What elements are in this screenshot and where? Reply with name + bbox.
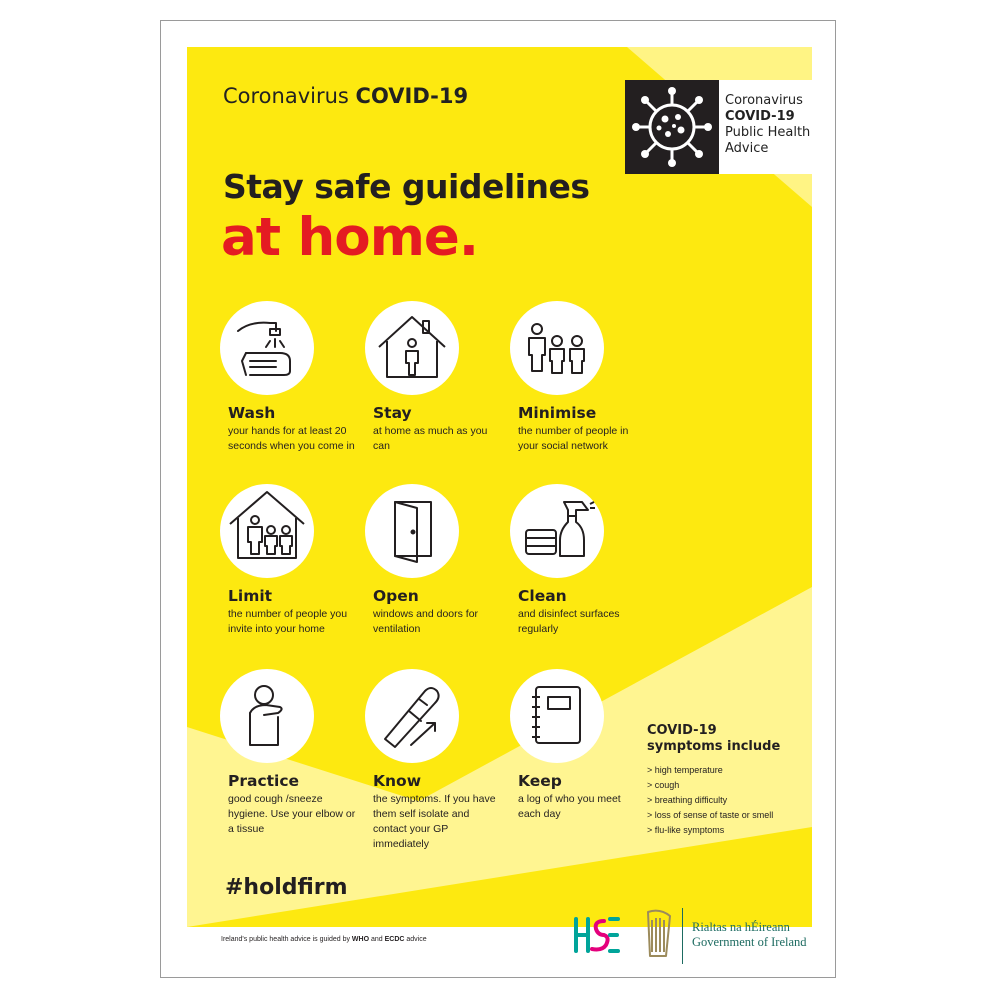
- tip-body: at home as much as you can: [373, 425, 488, 452]
- stay-home-icon: [365, 301, 459, 395]
- footnote-prefix: Ireland's public health advice is guided by: [221, 936, 352, 943]
- tip-icon-circle: [365, 484, 459, 578]
- people-group-icon: [510, 301, 604, 395]
- government-divider: [682, 908, 683, 964]
- tip-body: a log of who you meet each day: [518, 793, 621, 820]
- notebook-icon: [510, 669, 604, 763]
- headline-line-2: at home.: [221, 207, 478, 268]
- tip-icon-circle: [220, 484, 314, 578]
- government-line-2: Government of Ireland: [692, 935, 807, 949]
- symptom-item: > cough: [647, 780, 680, 790]
- open-door-icon: [365, 484, 459, 578]
- tip-body: the symptoms. If you have them self isolate and contact your GP immediately: [373, 793, 496, 850]
- tip-icon-circle: [220, 301, 314, 395]
- poster: [187, 47, 812, 927]
- harp-emblem-icon: [640, 906, 676, 962]
- symptom-item: > breathing difficulty: [647, 795, 728, 805]
- footnote-and: and: [369, 936, 385, 943]
- symptom-item: > high temperature: [647, 765, 723, 775]
- symptoms-title-line-1: COVID-19: [647, 723, 717, 738]
- tip-icon-circle: [510, 669, 604, 763]
- tip-body: good cough /sneeze hygiene. Use your elbow or a tissue: [228, 793, 356, 835]
- tip-know: [365, 669, 505, 852]
- tip-stay: [365, 301, 505, 454]
- badge-line-4: Advice: [725, 141, 769, 156]
- headline-line-1: Stay safe guidelines: [223, 167, 590, 206]
- tip-clean: [510, 484, 650, 637]
- tip-body: windows and doors for ventilation: [373, 608, 479, 635]
- tip-icon-circle: [365, 301, 459, 395]
- cough-elbow-icon: [220, 669, 314, 763]
- tip-body: your hands for at least 20 seconds when you come in: [228, 425, 355, 452]
- footnote: [221, 936, 427, 943]
- tip-body: and disinfect surfaces regularly: [518, 608, 620, 635]
- header-title-prefix: Coronavirus: [223, 84, 349, 108]
- hashtag: #holdfirm: [225, 875, 348, 900]
- tip-icon-circle: [220, 669, 314, 763]
- tip-title: Clean: [518, 587, 567, 605]
- hse-logo: [570, 915, 620, 955]
- house-family-icon: [220, 484, 314, 578]
- government-line-1: Rialtas na hÉireann: [692, 920, 790, 934]
- thermometer-icon: [365, 669, 459, 763]
- cleaning-spray-icon: [510, 484, 604, 578]
- tip-wash: [220, 301, 360, 454]
- tip-title: Wash: [228, 404, 276, 422]
- footnote-who: WHO: [351, 936, 370, 943]
- symptoms-title-line-2: symptoms include: [647, 739, 781, 754]
- symptom-item: > flu-like symptoms: [647, 825, 725, 835]
- tip-title: Limit: [228, 587, 273, 605]
- tip-title: Open: [373, 587, 419, 605]
- badge-line-2: COVID-19: [725, 109, 795, 124]
- tip-title: Keep: [518, 772, 562, 790]
- badge-line-1: Coronavirus: [725, 93, 803, 108]
- tip-title: Know: [373, 772, 422, 790]
- tip-title: Minimise: [518, 404, 597, 422]
- tip-limit: [220, 484, 360, 637]
- footnote-suffix: advice: [404, 936, 427, 943]
- tip-keep: [510, 669, 650, 822]
- virus-icon: [631, 86, 713, 168]
- government-logo-text: [692, 920, 807, 950]
- symptoms-panel: [647, 723, 812, 838]
- badge-text: [725, 93, 810, 157]
- tip-title: Practice: [228, 772, 300, 790]
- public-health-badge: [625, 80, 812, 174]
- tip-icon-circle: [510, 301, 604, 395]
- tip-minimise: [510, 301, 650, 454]
- tip-title: Stay: [373, 404, 412, 422]
- tip-practice: [220, 669, 360, 837]
- footnote-ecdc: ECDC: [384, 936, 405, 943]
- header-title-bold: COVID-19: [355, 84, 469, 108]
- badge-line-3: Public Health: [725, 125, 811, 140]
- header-title: [223, 84, 468, 108]
- symptoms-list: [647, 763, 812, 838]
- tip-body: the number of people in your social network: [518, 425, 629, 452]
- tip-icon-circle: [365, 669, 459, 763]
- virus-logo: [625, 80, 719, 174]
- tip-icon-circle: [510, 484, 604, 578]
- tip-body: the number of people you invite into your home: [228, 608, 348, 635]
- hand-wash-icon: [220, 301, 314, 395]
- tip-open: [365, 484, 505, 637]
- symptom-item: > loss of sense of taste or smell: [647, 810, 774, 820]
